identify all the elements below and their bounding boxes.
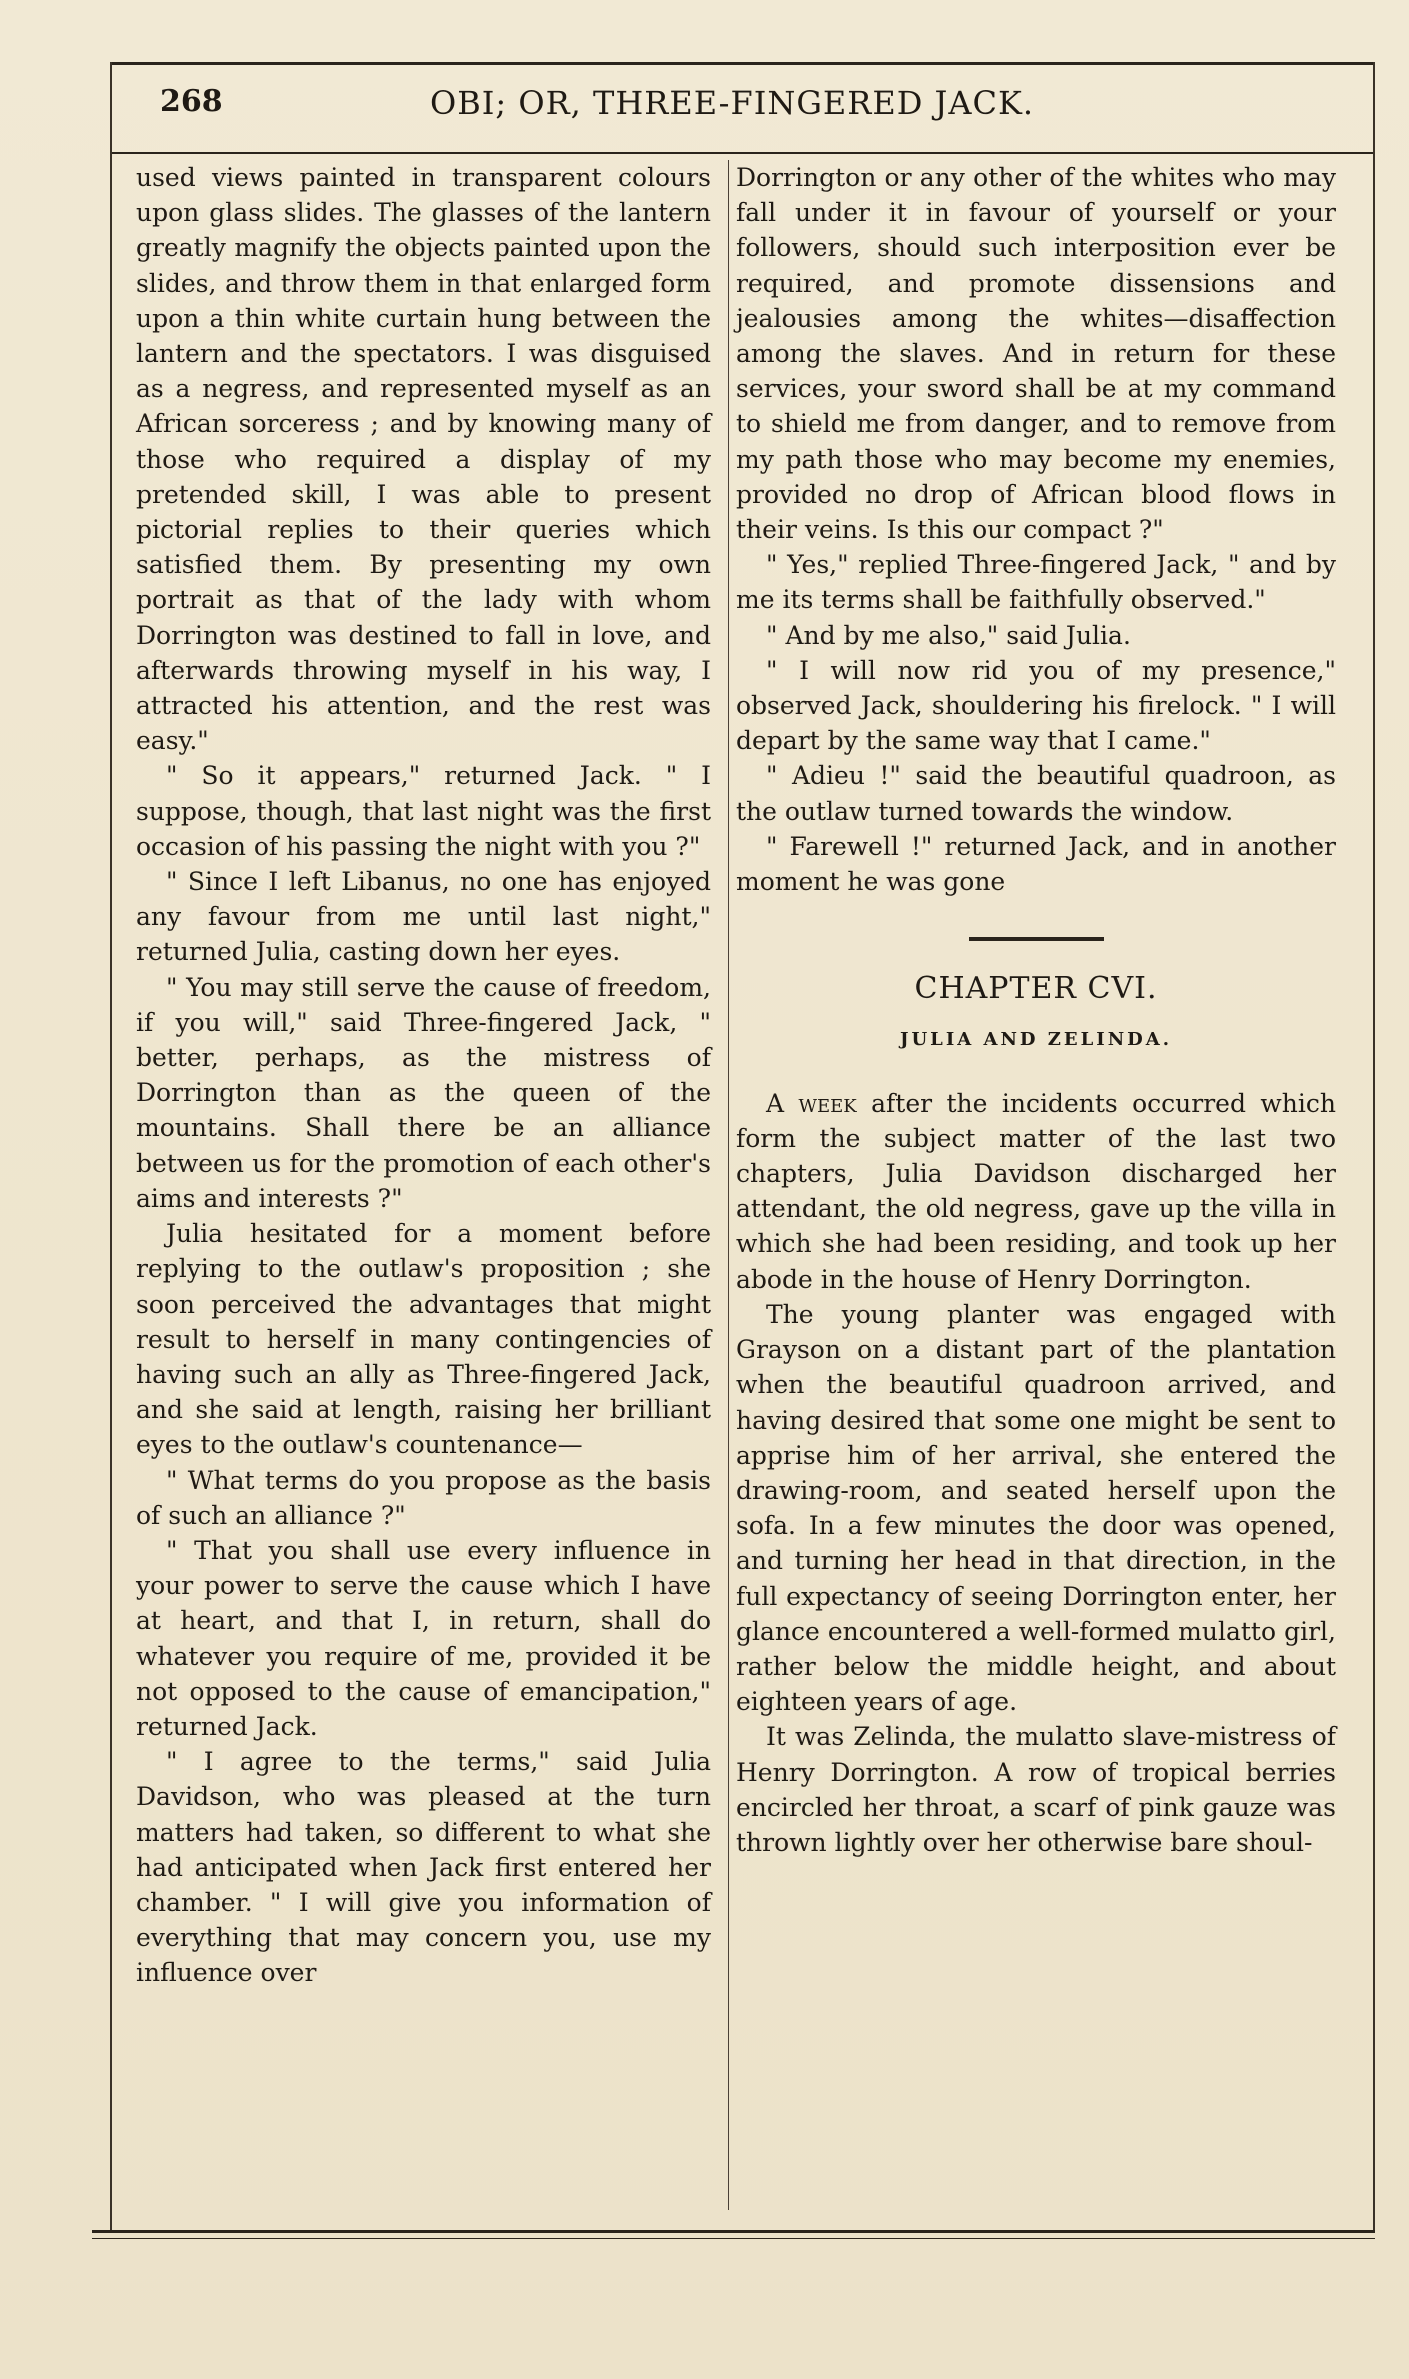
paragraph: The young planter was engaged with Grayson on a distant part of the plantation when the beautiful quadroon arrived, and having desired that some one might be sent to apprise him of her arrival, she entered the drawing-room, and seated herself upon the sofa. In a few minutes the door was opened, and turning her head in that direction, in the full expectancy of seeing Dorrington enter, her glance encountered a well-formed mulatto girl, rather below the middle height, and about eighteen years of age.	[736, 1299, 1336, 1717]
paragraph: " Farewell !" returned Jack, and in another moment he was gone	[736, 831, 1336, 897]
right-border	[1373, 62, 1375, 2232]
page-header	[160, 84, 1360, 134]
section-separator	[969, 937, 1104, 941]
paragraph: " I agree to the terms," said Julia Davidson, who was pleased at the turn matters had taken, so different to what she had anticipated when Jack first entered her chamber. " I will give you information of everything that may concern you, use my influence over	[136, 1747, 711, 1988]
paragraph: used views painted in transparent colours upon glass slides. The glasses of the lantern greatly magnify the objects painted upon the slides, and throw them in that enlarged form upon a thin white curtain hung between the lantern and the spectators. I was disguised as a negress, and represented myself as an African sorceress ; and by knowing many of those who required a display of my pretended skill, I was able to present pictorial replies to their queries which satisfied them. By presenting my own portrait as that of the lady with whom Dorrington was destined to fall in love, and afterwards throwing myself in his way, I attracted his attention, and the rest was easy."	[136, 163, 711, 756]
paragraph: " What terms do you propose as the basis of such an alliance ?"	[136, 1465, 711, 1530]
paragraph: Julia hesitated for a moment before replying to the outlaw's proposition ; she soon perceived the advantages that might result to herself in many contingencies of having such an ally as Three-fingered Jack, and she said at length, raising her brilliant eyes to the outlaw's countenance—	[136, 1219, 711, 1460]
bottom-rule-thin	[92, 2238, 1375, 2239]
opening-small-caps: A week	[766, 1088, 857, 1118]
opening-text: after the incidents occurred which form the subject matter of the last two chapters, Julia Davidson discharged her attendant, the old negress, gave up the villa in which she had been residing, and took up her abode in the house of Henry Dorrington.	[736, 1088, 1336, 1294]
paragraph: Dorrington or any other of the whites who may fall under it in favour of yourself or your followers, should such interposition ever be required, and promote dissensions and jealousies among the whites—disaffection among the slaves. And in return for these services, your sword shall be at my command to shield me from danger, and to remove from my path those who may become my enemies, provided no drop of African blood flows in their veins. Is this our compact ?"	[736, 163, 1336, 545]
paragraph: It was Zelinda, the mulatto slave-mistress of Henry Dorrington. A row of tropical berries encircled her throat, a scarf of pink gauze was thrown lightly over her otherwise bare shoul-	[736, 1722, 1336, 1857]
paragraph: " That you shall use every influence in your power to serve the cause which I have at heart, and that I, in return, shall do whatever you require of me, provided it be not opposed to the cause of emancipation," returned Jack.	[136, 1535, 711, 1741]
paragraph: " Adieu !" said the beautiful quadroon, as the outlaw turned towards the window.	[736, 761, 1336, 826]
paragraph: " And by me also," said Julia.	[766, 620, 1131, 650]
paragraph: " So it appears," returned Jack. " I suppose, though, that last night was the first occasion of his passing the night with you ?"	[136, 761, 711, 861]
chapter-subtitle: JULIA AND ZELINDA.	[899, 1029, 1173, 1051]
left-column	[136, 160, 711, 1991]
column-divider	[728, 160, 729, 2210]
running-title: OBI; OR, THREE-FINGERED JACK.	[430, 84, 1035, 122]
chapter-heading: CHAPTER CVI.	[914, 971, 1158, 1007]
right-column	[736, 160, 1336, 1860]
left-border	[110, 62, 112, 2232]
header-rule	[110, 152, 1375, 154]
chapter-opening-paragraph	[736, 1086, 1336, 1297]
paragraph: " Yes," replied Three-fingered Jack, " and by me its terms shall be faithfully observed."	[736, 550, 1336, 615]
paragraph: " Since I left Libanus, no one has enjoyed any favour from me until last night," returned Julia, casting down her eyes.	[136, 867, 711, 967]
top-rule	[110, 62, 1375, 65]
bottom-rule	[92, 2230, 1375, 2233]
page-number: 268	[160, 84, 223, 119]
paragraph: " I will now rid you of my presence," observed Jack, shouldering his firelock. " I will depart by the same way that I came."	[736, 655, 1336, 756]
paragraph: " You may still serve the cause of freedom, if you will," said Three-fingered Jack, " better, perhaps, as the mistress of Dorrington than as the queen of the mountains. Shall there be an alliance between us for the promotion of each other's aims and interests ?"	[136, 972, 711, 1213]
